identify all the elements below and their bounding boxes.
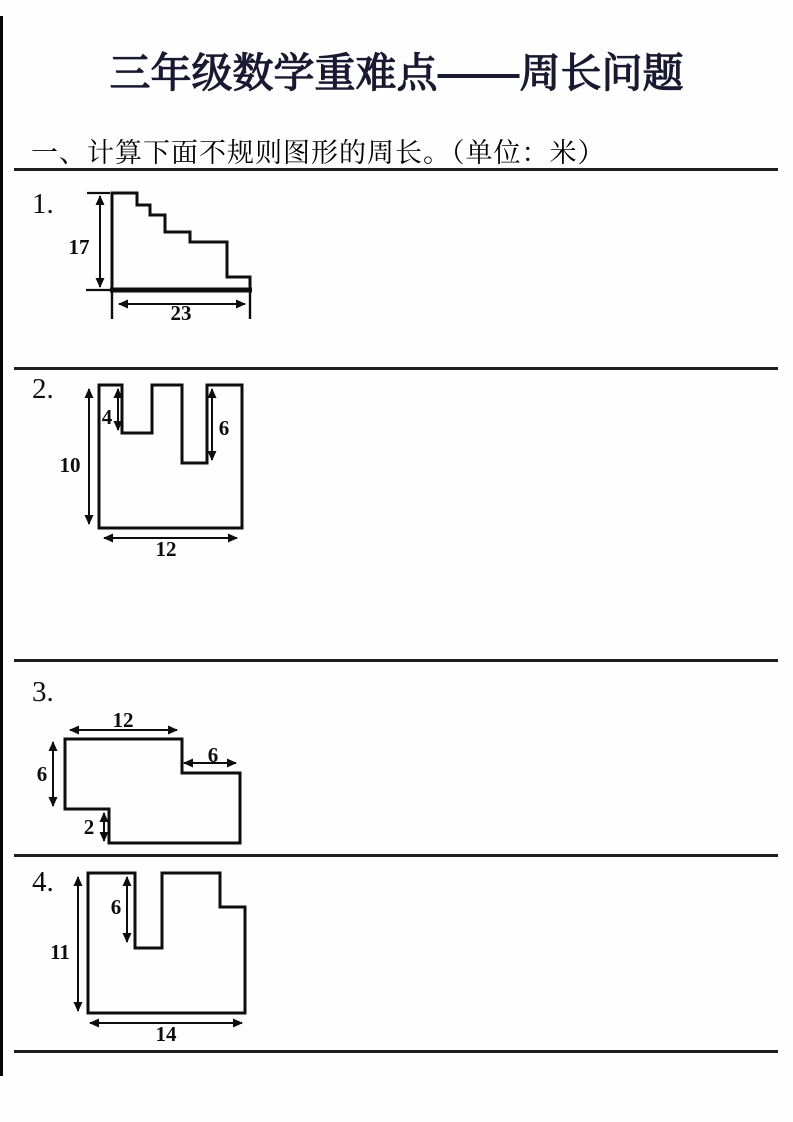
dimension-label-right-notch: 6	[218, 416, 230, 440]
problem-number: 2.	[32, 373, 54, 405]
dimension-label-height: 11	[50, 940, 70, 964]
separator-line	[14, 168, 778, 171]
dimension-label-height: 10	[59, 453, 81, 477]
separator-line	[14, 367, 778, 370]
dimension-label-top-width: 12	[112, 708, 134, 732]
figure-3-step-block	[30, 710, 280, 858]
problem-number: 4.	[32, 866, 54, 898]
dimension-label-left-notch: 4	[101, 405, 113, 429]
shape-outline	[112, 193, 250, 290]
page-title: 三年级数学重难点——周长问题	[109, 50, 684, 96]
dimension-label-bottom-notch: 2	[83, 815, 95, 839]
dimension-label-width: 14	[155, 1022, 177, 1046]
dimension-label-width: 12	[155, 537, 177, 561]
figure-4-notched-block	[30, 865, 280, 1051]
problem-number: 3.	[32, 676, 54, 708]
separator-line	[14, 659, 778, 662]
dimension-label-right-step: 6	[207, 743, 219, 767]
figure-1-staircase	[30, 185, 280, 335]
section-heading: 一、计算下面不规则图形的周长。（单位：米）	[31, 138, 606, 168]
dimension-label-width: 23	[170, 301, 192, 325]
dimension-label-height: 17	[68, 235, 90, 259]
problem-number: 1.	[32, 188, 54, 220]
page-left-border	[0, 16, 3, 1076]
shape-outline	[99, 385, 242, 528]
dimension-label-notch: 6	[110, 895, 122, 919]
shape-outline	[88, 873, 245, 1013]
dimension-label-left-height: 6	[36, 762, 48, 786]
figure-2-notched-square	[30, 375, 280, 561]
